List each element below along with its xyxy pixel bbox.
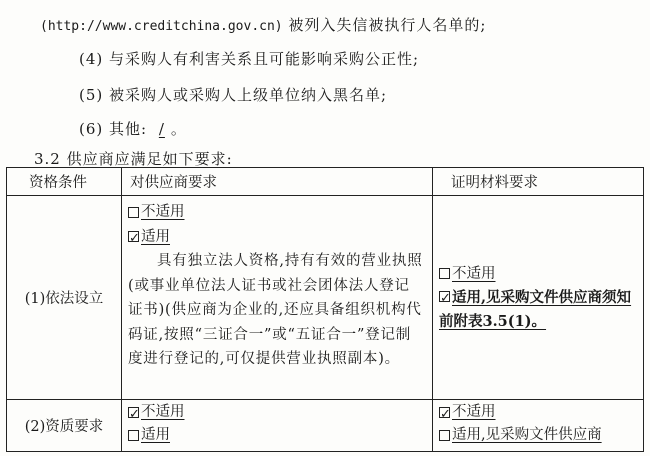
option-not-applicable[interactable] — [128, 200, 424, 225]
item-6-label: (6) 其他: — [79, 120, 148, 138]
checkbox-unchecked-icon[interactable] — [128, 430, 139, 441]
option-not-applicable[interactable] — [439, 401, 639, 424]
requirements-table — [6, 167, 644, 452]
item-4: (4) 与采购人有利害关系且可能影响采购公正性; — [79, 50, 420, 68]
requirement-cell — [122, 400, 433, 452]
option-label: 不适用 — [141, 204, 185, 220]
section-heading: 3.2 供应商应满足如下要求: — [34, 150, 233, 168]
condition-cell: (1)依法设立 — [7, 196, 122, 400]
option-applicable[interactable] — [128, 225, 424, 250]
checkbox-checked-icon[interactable] — [128, 407, 139, 418]
option-label: 适用,见采购文件供应商须知前附表3.5(1)。 — [439, 288, 632, 330]
condition-cell: (2)资质要求 — [7, 400, 122, 452]
table-header-row — [7, 168, 644, 196]
checkbox-unchecked-icon[interactable] — [439, 268, 450, 279]
option-label: 不适用 — [452, 265, 496, 282]
table-row — [7, 400, 644, 452]
option-label: 适用 — [141, 228, 170, 245]
requirement-text: 具有独立法人资格,持有有效的营业执照(或事业单位法人证书或社会团体法人登记证书)(供应商为企业的,还应具备组织机构代码证,按照“三证合一”或“五证合一”登记制度进行登记的,可仅提供营业执照副本)。 — [128, 253, 423, 367]
option-applicable[interactable] — [439, 424, 639, 447]
header-qualification: 资格条件 — [7, 168, 122, 196]
option-applicable[interactable] — [128, 424, 424, 447]
checkbox-unchecked-icon[interactable] — [439, 430, 450, 441]
item-6-value: / — [158, 120, 165, 138]
item-6-end: 。 — [170, 120, 187, 138]
checkbox-unchecked-icon[interactable] — [128, 207, 139, 218]
url-line — [40, 14, 486, 35]
credit-china-url: (http://www.creditchina.gov.cn) — [40, 19, 283, 34]
item-5: (5) 被采购人或采购人上级单位纳入黑名单; — [79, 86, 388, 104]
option-label: 适用,见采购文件供应商 — [452, 427, 602, 443]
checkbox-checked-icon[interactable] — [439, 291, 450, 302]
checkbox-checked-icon[interactable] — [439, 407, 450, 418]
option-not-applicable[interactable] — [439, 262, 639, 286]
header-supplier-requirement: 对供应商要求 — [122, 168, 433, 196]
option-applicable[interactable] — [439, 286, 639, 334]
option-label: 适用 — [141, 427, 170, 443]
table-row — [7, 196, 644, 400]
option-label: 不适用 — [141, 404, 185, 420]
evidence-cell — [433, 196, 644, 400]
option-not-applicable[interactable] — [128, 401, 424, 424]
evidence-cell — [433, 400, 644, 452]
url-line-text: 被列入失信被执行人名单的; — [288, 16, 487, 34]
option-label: 不适用 — [452, 404, 496, 420]
checkbox-checked-icon[interactable] — [128, 231, 139, 242]
item-6 — [79, 118, 187, 139]
requirement-cell — [122, 196, 433, 400]
header-evidence-requirement: 证明材料要求 — [433, 168, 644, 196]
